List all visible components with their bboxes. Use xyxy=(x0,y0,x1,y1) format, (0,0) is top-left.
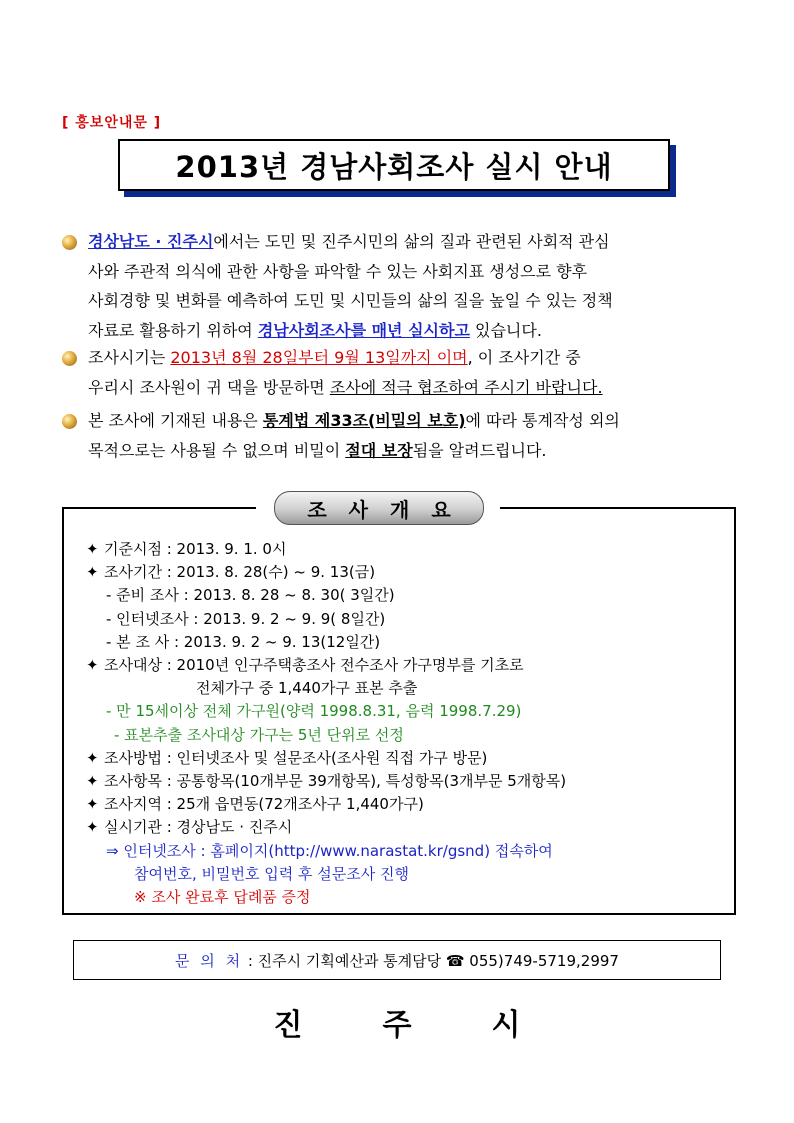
text: 본 조사에 기재된 내용은 xyxy=(88,411,258,430)
gold-bullet-icon xyxy=(62,414,77,429)
internet-survey-link[interactable]: ⇒ 인터넷조사 : 홈페이지(http://www.narastat.kr/gsnd) 접속하여 xyxy=(106,841,553,860)
text: 있습니다. xyxy=(475,320,542,340)
annual-survey-highlight: 경남사회조사를 매년 실시하고 xyxy=(257,320,470,340)
text: , 이 조사기간 중 xyxy=(467,348,581,367)
agency: 실시기관 : 경상남도 · 진주시 xyxy=(104,818,293,837)
gold-bullet-icon xyxy=(62,351,77,366)
region-highlight: 경상남도 · 진주시 xyxy=(88,232,214,251)
text: 됨을 알려드립니다. xyxy=(412,440,547,460)
text: 사회경향 및 변화를 예측하여 도민 및 시민들의 삶의 질을 높일 수 있는 정책 xyxy=(88,291,613,310)
list-item: - 인터넷조사 : 2013. 9. 2 ~ 9. 9( 8일간) xyxy=(106,609,386,628)
intro-paragraph-3 xyxy=(62,406,742,465)
intro-paragraph-1 xyxy=(62,227,742,345)
list-item xyxy=(86,747,726,770)
survey-period: 조사기간 : 2013. 8. 28(수) ~ 9. 13(금) xyxy=(104,563,376,582)
text: 에서는 도민 및 진주시민의 삶의 질과 관련된 사회적 관심 xyxy=(213,232,610,251)
four-point-star-icon: ✦ xyxy=(86,656,99,675)
overview-list xyxy=(86,538,726,909)
ref-time: 기준시점 : 2013. 9. 1. 0시 xyxy=(104,540,287,558)
list-item: - 본 조 사 : 2013. 9. 2 ~ 9. 13(12일간) xyxy=(106,632,381,651)
list-item xyxy=(86,816,726,839)
text: 조사시기는 xyxy=(88,348,166,367)
list-item: 참여번호, 비밀번호 입력 후 설문조사 진행 xyxy=(134,864,409,883)
cooperation-request: 조사에 적극 협조하여 주시기 바랍니다. xyxy=(329,377,603,397)
survey-area: 조사지역 : 25개 읍면동(72개조사구 1,440가구) xyxy=(104,795,424,814)
list-item: - 준비 조사 : 2013. 8. 28 ~ 8. 30( 3일간) xyxy=(106,586,395,605)
survey-period-highlight: 2013년 8월 28일부터 9월 13일까지 이며 xyxy=(170,348,468,367)
list-item: - 표본추출 조사대상 가구는 5년 단위로 선정 xyxy=(114,725,404,744)
gold-bullet-icon xyxy=(62,235,77,250)
contact-label: 문 의 처 xyxy=(175,951,244,970)
notice-tag: [ 홍보안내문 ] xyxy=(62,115,162,131)
list-item: 전체가구 중 1,440가구 표본 추출 xyxy=(196,679,418,698)
contact-info: : 진주시 기획예산과 통계담당 ☎ 055)749-5719,2997 xyxy=(247,951,619,970)
list-item xyxy=(86,793,726,816)
four-point-star-icon: ✦ xyxy=(86,795,99,814)
four-point-star-icon: ✦ xyxy=(86,540,99,558)
overview-title-badge xyxy=(274,491,484,525)
list-item: - 만 15세이상 전체 가구원(양력 1998.8.31, 음력 1998.7.29) xyxy=(106,702,522,721)
text: 우리시 조사원이 귀 댁을 방문하면 xyxy=(88,377,325,397)
four-point-star-icon: ✦ xyxy=(86,748,99,767)
list-item xyxy=(86,654,726,677)
statistics-law-highlight: 통계법 제33조(비밀의 보호) xyxy=(262,411,466,430)
text: 사와 주관적 의식에 관한 사항을 파악할 수 있는 사회지표 생성으로 향후 xyxy=(88,261,588,281)
footer-organization: 진주시 xyxy=(273,1008,601,1043)
text: 목적으로는 사용될 수 없으며 비밀이 xyxy=(88,440,341,460)
intro-paragraph-2 xyxy=(62,343,742,402)
text: 에 따라 통계작성 외의 xyxy=(465,411,620,430)
four-point-star-icon: ✦ xyxy=(86,818,99,837)
survey-items: 조사항목 : 공통항목(10개부문 39개항목), 특성항목(3개부문 5개항목) xyxy=(104,772,567,791)
overview-title: 조사개요 xyxy=(307,497,473,522)
list-item xyxy=(86,561,726,584)
survey-method: 조사방법 : 인터넷조사 및 설문조사(조사원 직접 가구 방문) xyxy=(104,748,488,767)
title-box xyxy=(118,139,670,191)
page-title: 2013년 경남사회조사 실시 안내 xyxy=(175,149,613,184)
text: 자료로 활용하기 위하여 xyxy=(88,320,253,340)
contact-box xyxy=(73,940,721,980)
list-item xyxy=(86,770,726,793)
gift-note: ※ 조사 완료후 답례품 증정 xyxy=(134,888,311,907)
confidentiality-highlight: 절대 보장 xyxy=(345,440,413,460)
four-point-star-icon: ✦ xyxy=(86,772,99,791)
four-point-star-icon: ✦ xyxy=(86,563,99,582)
list-item xyxy=(86,538,726,561)
survey-target: 조사대상 : 2010년 인구주택총조사 전수조사 가구명부를 기초로 xyxy=(104,656,524,675)
